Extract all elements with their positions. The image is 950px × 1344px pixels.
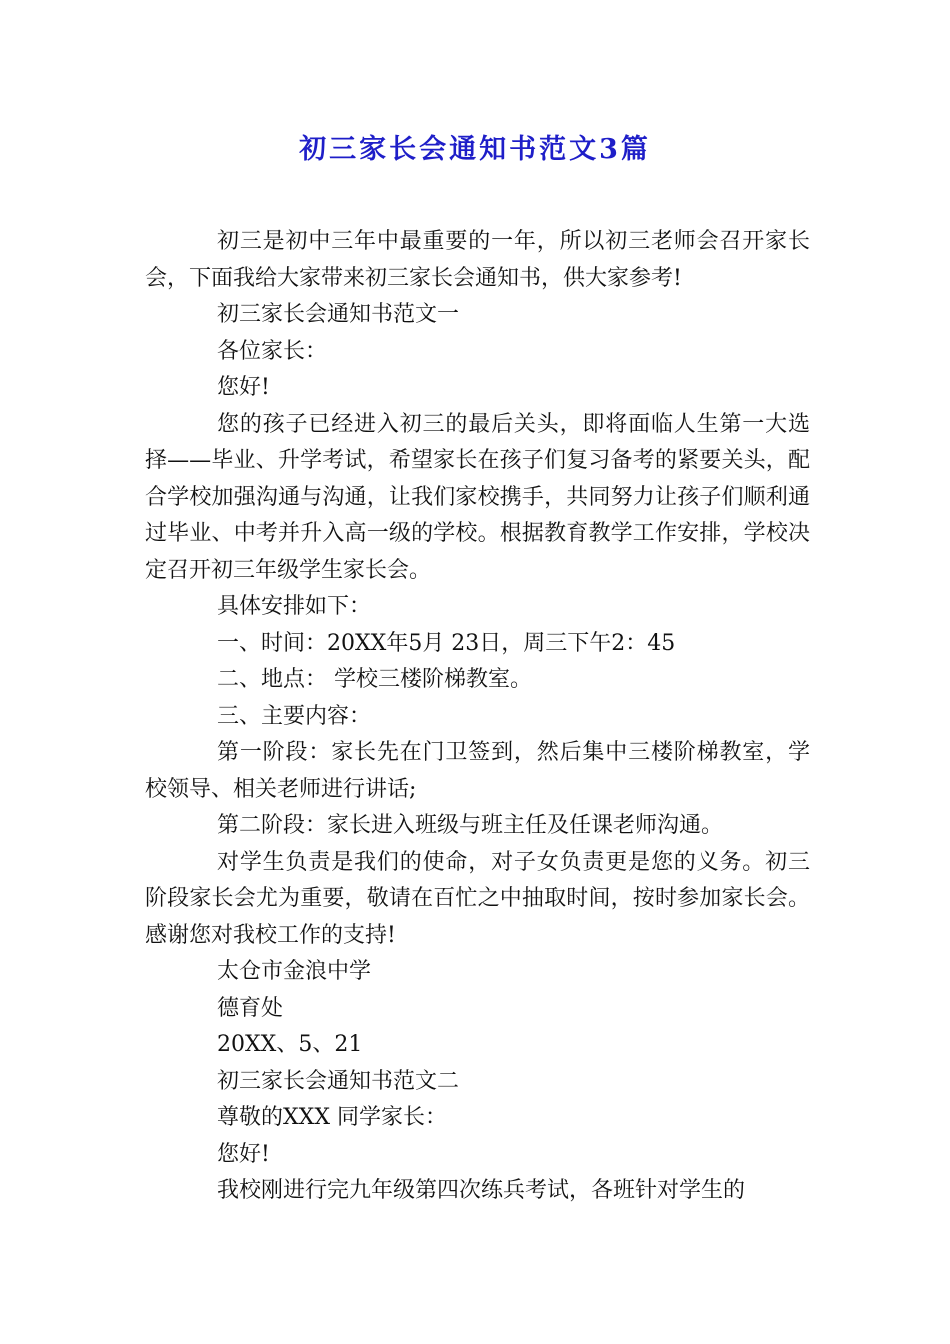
paragraph-time: 一、时间：20XX年5月 23日，周三下午2：45 (217, 630, 676, 656)
paragraph-signature-date: 20XX、5、21 (217, 1032, 363, 1057)
paragraph-body-two: 我校刚进行完九年级第四次练兵考试，各班针对学生的 (217, 1178, 746, 1203)
paragraph-greeting: 您好! (217, 375, 270, 400)
paragraph-signature-school: 太仓市金浪中学 (217, 959, 372, 984)
paragraph-main-body: 您的孩子已经进入初三的最后关头，即将面临人生第一大选择——毕业、升学考试，希望家长在孩子们复习备考的紧要关头，配合学校加强沟通与沟通，让我们家校携手，共同努力让孩子们顺利通过毕业、中考并升入高一级的学校。根据教育教学工作安排，学校决定召开初三年级学生家长会。 (145, 411, 810, 583)
paragraph-greeting-two: 您好! (217, 1141, 270, 1167)
paragraph-stage-two: 第二阶段：家长进入班级与班主任及任课老师沟通。 (217, 813, 724, 838)
paragraph-heading-sample-one: 初三家长会通知书范文一 (217, 302, 460, 327)
paragraph-intro: 初三是初中三年中最重要的一年，所以初三老师会召开家长会，下面我给大家带来初三家长会通知书，供大家参考! (145, 229, 810, 291)
paragraph-location: 二、地点： 学校三楼阶梯教室。 (217, 667, 532, 692)
document-title: 初三家长会通知书范文3篇 (299, 134, 651, 165)
paragraph-stage-one: 第一阶段：家长先在门卫签到，然后集中三楼阶梯教室，学校领导、相关老师进行讲话; (145, 740, 810, 802)
paragraph-salutation: 各位家长： (217, 338, 328, 364)
paragraph-salutation-two: 尊敬的XXX 同学家长： (217, 1105, 447, 1130)
paragraph-closing: 对学生负责是我们的使命，对子女负责更是您的义务。初三阶段家长会尤为重要，敬请在百忙之中抽取时间，按时参加家长会。感谢您对我校工作的支持! (145, 849, 810, 948)
paragraph-heading-sample-two: 初三家长会通知书范文二 (217, 1068, 460, 1094)
paragraph-signature-dept: 德育处 (217, 995, 284, 1021)
paragraph-arrangement-intro: 具体安排如下： (217, 594, 372, 619)
paragraph-content-heading: 三、主要内容： (217, 703, 372, 729)
document-body (145, 224, 810, 1210)
